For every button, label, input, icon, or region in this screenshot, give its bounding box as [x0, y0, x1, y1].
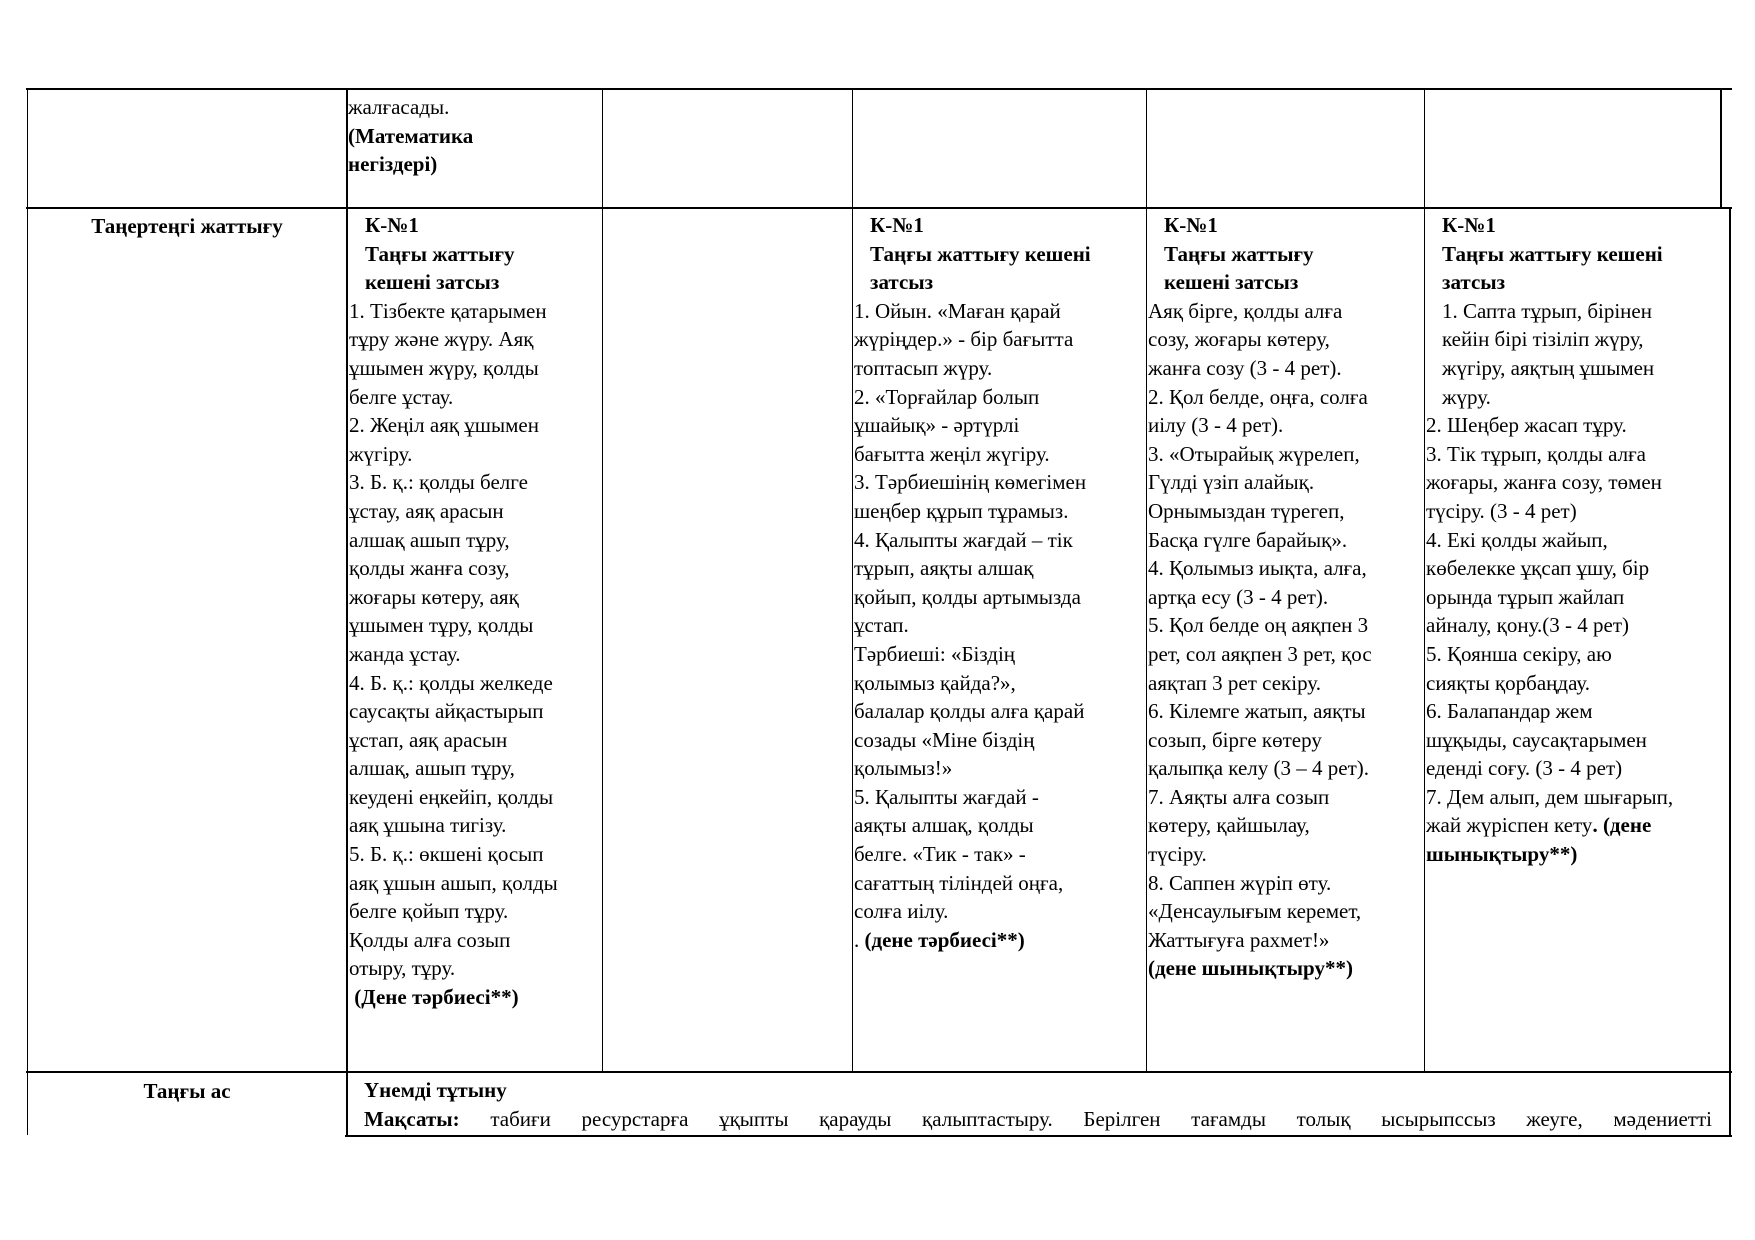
exercise-line: 7. Аяқты алға созып: [1148, 784, 1330, 809]
exercise-note: (Дене тәрбиесі**): [349, 985, 519, 1010]
exercise-line: ұшымен тұру, қолды: [349, 613, 534, 638]
exercise-line: 4. Қалыпты жағдай – тік: [854, 527, 1073, 552]
exercise-line: жүріңдер.» - бір бағытта: [854, 327, 1074, 352]
table-right-border-top: [1720, 88, 1722, 209]
exercise-line: 3. Тік тұрып, қолды алға: [1426, 441, 1647, 466]
exercise-line: солға иілу.: [854, 899, 949, 924]
exercise-line: созу, жоғары көтеру,: [1148, 327, 1330, 352]
exercise-line: жүгіру, аяқтың ұшымен: [1442, 355, 1655, 380]
col-divider-4: [1146, 88, 1147, 1072]
exercise-line: Қолды алға созып: [349, 927, 511, 952]
exercise-line: ұстап.: [854, 613, 909, 638]
exercise-line: 5. Қол белде оң аяқпен 3: [1148, 613, 1369, 638]
exercise-line: отыру, тұру.: [349, 956, 456, 981]
exercise-line: белге ұстау.: [349, 384, 454, 409]
exercise-line: 8. Саппен жүріп өту.: [1148, 870, 1332, 895]
exercise-line: 7. Дем алып, дем шығарып,: [1426, 784, 1674, 809]
exercise-title-line: Таңғы жаттығу кешені: [870, 241, 1091, 266]
top-row-line-1: жалғасады.: [348, 95, 450, 119]
morning-exercise-row-label: Таңертеңгі жаттығу: [91, 214, 283, 238]
exercise-line: белге қойып тұру.: [349, 899, 509, 924]
table-left-border: [27, 88, 28, 1135]
exercise-line: жанға созу (3 - 4 рет).: [1148, 355, 1342, 380]
exercise-line: ұстап, аяқ арасын: [349, 727, 508, 752]
exercise-line: 2. «Торғайлар болып: [854, 384, 1040, 409]
table-bottom-border: [345, 1135, 1732, 1137]
exercise-title-line: кешені затсыз: [365, 270, 500, 295]
top-row-line-2: (Математика: [348, 123, 474, 148]
exercise-code: К-№1: [1442, 213, 1496, 237]
exercise-line: 1. Тізбекте қатарымен: [349, 298, 547, 323]
exercise-line: сағаттың тіліндей оңға,: [854, 870, 1064, 895]
exercise-line: 1. Сапта тұрып, бірінен: [1442, 298, 1652, 323]
exercise-line: 5. Б. қ.: өкшені қосып: [349, 842, 544, 867]
exercise-line: 5. Қалыпты жағдай -: [854, 784, 1039, 809]
exercise-title-line: Таңғы жаттығу: [365, 241, 515, 266]
exercise-line: бағытта жеңіл жүгіру.: [854, 441, 1050, 466]
exercise-line: аяқ ұшын ашып, қолды: [349, 870, 558, 895]
exercise-line: тұру және жүру. Аяқ: [349, 327, 534, 352]
exercise-note: (дене тәрбиесі**): [864, 927, 1025, 952]
exercise-line: тұрып, аяқты алшақ: [854, 556, 1034, 581]
exercise-note-line: [854, 926, 1146, 955]
exercise-line: сияқты қорбаңдау.: [1426, 670, 1590, 695]
exercise-line: Тәрбиеші: «Біздің: [854, 641, 1016, 666]
exercise-note: (дене шынықтыру**): [1148, 956, 1353, 981]
exercise-line: 2. Қол белде, оңға, солға: [1148, 384, 1368, 409]
exercise-line: қолымыз қайда?»,: [854, 670, 1016, 695]
row-divider-1: [26, 207, 1732, 209]
morning-exercise-col5: [1426, 211, 1726, 869]
exercise-line: жоғары, жанға созу, төмен: [1426, 470, 1662, 495]
exercise-line: шеңбер құрып тұрамыз.: [854, 498, 1069, 523]
exercise-line: жоғары көтеру, аяқ: [349, 584, 519, 609]
exercise-line: Жаттығуға рахмет!»: [1148, 927, 1330, 952]
goal-text: табиғи ресурстарға ұқыпты қарауды қалыптастыру. Берілген тағамды толық ысырыпссыз жеуге, мәдениетті: [459, 1106, 1712, 1131]
exercise-line: ұстау, аяқ арасын: [349, 498, 504, 523]
exercise-line: созып, бірге көтеру: [1148, 727, 1322, 752]
exercise-line: қойып, қолды артымызда: [854, 584, 1081, 609]
exercise-line: иілу (3 - 4 рет).: [1148, 413, 1284, 438]
exercise-line: рет, сол аяқпен 3 рет, қос: [1148, 641, 1372, 666]
exercise-line: көтеру, қайшылау,: [1148, 813, 1310, 838]
exercise-line: 5. Қоянша секіру, аю: [1426, 641, 1612, 666]
morning-exercise-col4: [1148, 211, 1424, 983]
exercise-code: К-№1: [1164, 213, 1218, 237]
table-top-border: [26, 88, 1732, 90]
exercise-title-line: Таңғы жаттығу кешені: [1442, 241, 1663, 266]
exercise-line: кеудені еңкейіп, қолды: [349, 784, 554, 809]
exercise-line: «Денсаулығым керемет,: [1148, 899, 1362, 924]
top-row-line-3: негіздері): [348, 152, 438, 177]
breakfast-content: [364, 1076, 1712, 1133]
exercise-line: орында тұрып жайлап: [1426, 584, 1625, 609]
exercise-line: алшақ, ашып тұру,: [349, 756, 515, 781]
col-divider-1: [346, 88, 348, 1136]
breakfast-row-label: Таңғы ас: [143, 1079, 231, 1103]
top-row-col1: [348, 93, 598, 179]
goal-label: Мақсаты:: [364, 1106, 460, 1131]
exercise-line: түсіру. (3 - 4 рет): [1426, 498, 1577, 523]
exercise-line: 2. Шеңбер жасап тұру.: [1426, 413, 1627, 438]
exercise-line: 1. Ойын. «Маған қарай: [854, 298, 1061, 323]
exercise-line: аяқтап 3 рет секіру.: [1148, 670, 1321, 695]
exercise-last-line: [1426, 811, 1726, 840]
exercise-line: 2. Жеңіл аяқ ұшымен: [349, 413, 539, 438]
exercise-line: еденді соғу. (3 - 4 рет): [1426, 756, 1623, 781]
exercise-line: 3. «Отырайық жүрелеп,: [1148, 441, 1360, 466]
exercise-title-line: затсыз: [1442, 270, 1506, 295]
exercise-line: саусақты айқастырып: [349, 699, 544, 724]
exercise-line: кейін бірі тізіліп жүру,: [1442, 327, 1644, 352]
exercise-line: Орнымыздан түрегеп,: [1148, 498, 1345, 523]
exercise-note: шынықтыру**): [1426, 842, 1578, 867]
exercise-line: қолымыз!»: [854, 756, 953, 781]
exercise-line: артқа есу (3 - 4 рет).: [1148, 584, 1329, 609]
exercise-line: 3. Тәрбиешінің көмегімен: [854, 470, 1087, 495]
exercise-code: К-№1: [365, 213, 419, 237]
exercise-line: 4. Қолымыз иықта, алға,: [1148, 556, 1367, 581]
exercise-line: аяқ ұшына тигізу.: [349, 813, 507, 838]
exercise-line: айналу, қону.(3 - 4 рет): [1426, 613, 1629, 638]
exercise-line: қолды жанға созу,: [349, 556, 510, 581]
table-right-border: [1729, 207, 1731, 1136]
exercise-line: түсіру.: [1148, 842, 1207, 867]
exercise-line: топтасып жүру.: [854, 355, 993, 380]
last-line-bold: . (дене: [1592, 813, 1652, 838]
breakfast-goal: [364, 1105, 1712, 1134]
morning-exercise-col1: [349, 211, 601, 1012]
exercise-line: созады «Міне біздің: [854, 727, 1035, 752]
exercise-line: жүру.: [1442, 384, 1491, 409]
exercise-line: Гүлді үзіп алайық.: [1148, 470, 1315, 495]
exercise-line: алшақ ашып тұру,: [349, 527, 510, 552]
breakfast-heading: Үнемді тұтыну: [364, 1078, 507, 1102]
last-line-plain: жай жүріспен кету: [1426, 813, 1593, 838]
col-divider-3: [852, 88, 853, 1072]
col-divider-5: [1424, 88, 1425, 1072]
exercise-line: аяқты алшақ, қолды: [854, 813, 1034, 838]
exercise-line: жанда ұстау.: [349, 641, 461, 666]
exercise-title-line: Таңғы жаттығу: [1164, 241, 1314, 266]
row-divider-2: [26, 1071, 1732, 1073]
exercise-title-line: затсыз: [870, 270, 934, 295]
exercise-line: Аяқ бірге, қолды алға: [1148, 298, 1343, 323]
exercise-line: қалыпқа келу (3 – 4 рет).: [1148, 756, 1370, 781]
exercise-line: ұшайық» - әртүрлі: [854, 413, 1020, 438]
morning-exercise-col3: [854, 211, 1146, 954]
exercise-line: ұшымен жүру, қолды: [349, 355, 539, 380]
exercise-line: шұқыды, саусақтарымен: [1426, 727, 1647, 752]
exercise-line: көбелекке ұқсап ұшу, бір: [1426, 556, 1650, 581]
exercise-line: 4. Екі қолды жайып,: [1426, 527, 1608, 552]
exercise-code: К-№1: [870, 213, 924, 237]
exercise-line: Басқа гүлге барайық».: [1148, 527, 1348, 552]
col-divider-2: [602, 88, 603, 1072]
exercise-line: жүгіру.: [349, 441, 413, 466]
exercise-title-line: кешені затсыз: [1164, 270, 1299, 295]
exercise-line: балалар қолды алға қарай: [854, 699, 1085, 724]
exercise-line: 6. Кілемге жатып, аяқты: [1148, 699, 1366, 724]
exercise-line: 4. Б. қ.: қолды желкеде: [349, 670, 553, 695]
note-prefix: .: [854, 927, 865, 952]
exercise-line: белге. «Тик - так» -: [854, 842, 1026, 867]
exercise-line: 6. Балапандар жем: [1426, 699, 1593, 724]
exercise-line: 3. Б. қ.: қолды белге: [349, 470, 528, 495]
